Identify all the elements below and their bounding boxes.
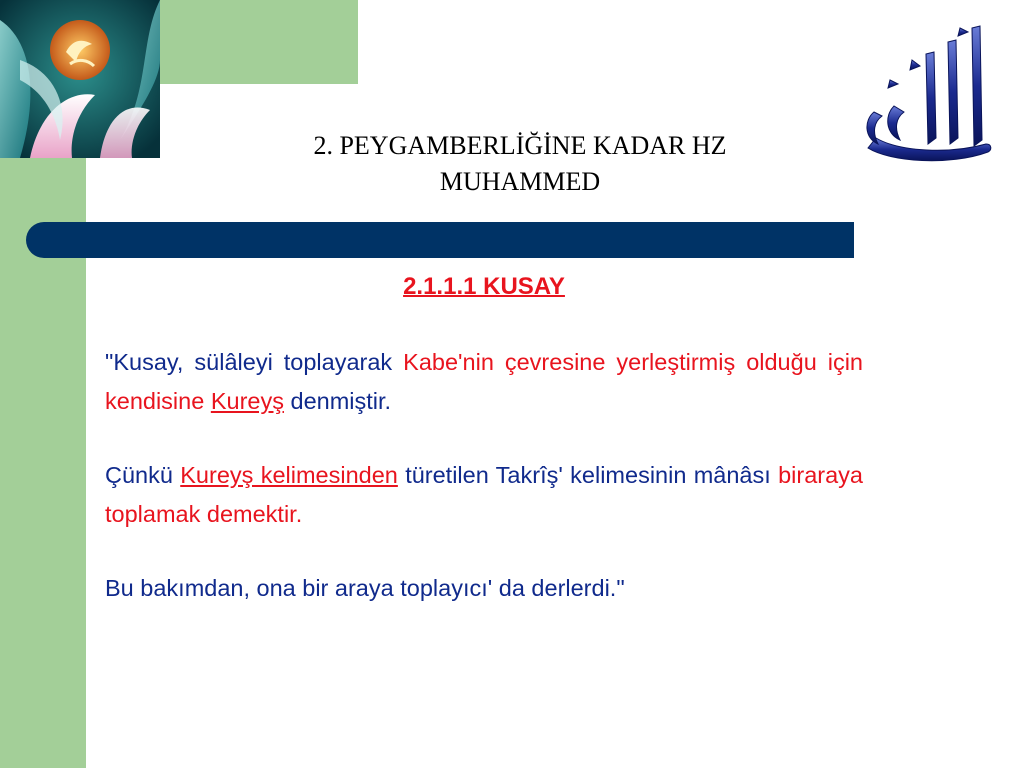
paragraph-1 <box>105 343 863 421</box>
paragraph-3: Bu bakımdan, ona bir araya toplayıcı' da derlerdi." <box>105 575 625 601</box>
section-heading: 2.1.1.1 KUSAY <box>403 273 565 300</box>
painting-icon <box>0 0 160 158</box>
paragraph-2-text-b: türetilen Takrîş' kelimesinin mânâsı <box>397 462 779 488</box>
title-line-2: MUHAMMED <box>439 167 601 196</box>
paragraph-1-highlight: Kabe'nin çevresine yerleştirmiş olduğu için kendisine <box>105 349 863 414</box>
title-line-1: 2. PEYGAMBERLİĞİNE KADAR HZ <box>313 131 727 160</box>
kureys-link: Kureyş <box>210 388 284 414</box>
paragraph-1-text-b: denmiştir. <box>283 388 392 414</box>
slide-title <box>200 128 840 200</box>
kureys-kelimesinden-link: Kureyş kelimesinden <box>180 462 398 488</box>
paragraph-1-text-a: "Kusay, sülâleyi toplayarak <box>105 349 404 375</box>
paragraph-2-text-a: Çünkü <box>105 462 181 488</box>
calligraphy-emblem-icon <box>860 20 1000 168</box>
title-divider-bar <box>26 222 854 258</box>
paragraph-2 <box>105 456 863 534</box>
paragraph-2-highlight: biraraya toplamak demektir. <box>105 462 863 527</box>
